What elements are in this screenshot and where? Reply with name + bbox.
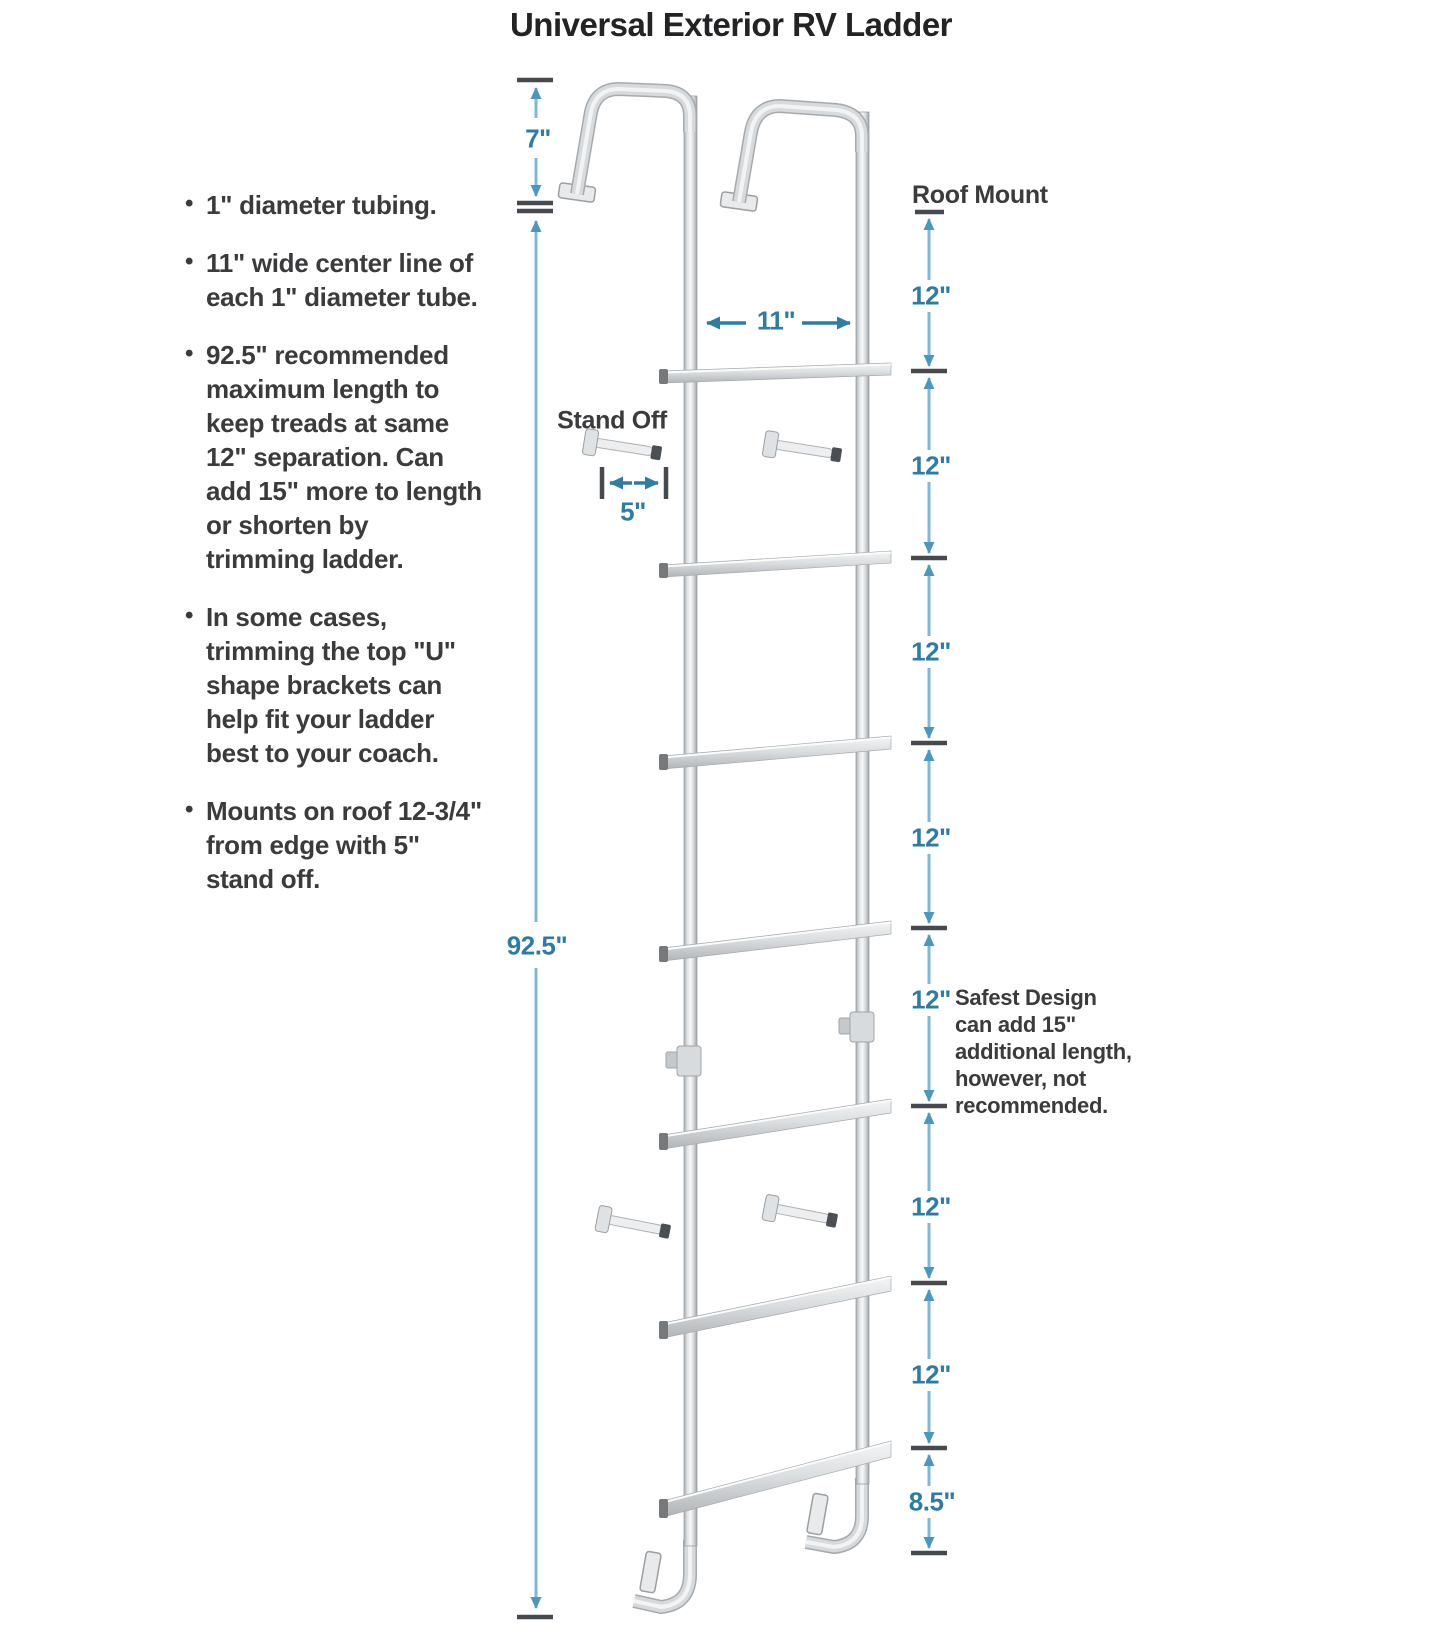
dim-label-92-5in: 92.5"	[503, 931, 571, 962]
roof-mount-label: Roof Mount	[912, 181, 1048, 209]
bullet-item: • 11" wide center line of each 1" diameter tube.	[183, 246, 483, 314]
dim-label-12in-2: 12"	[907, 451, 955, 482]
dimension-ticks	[517, 80, 947, 1617]
right-splice	[850, 1012, 874, 1042]
note-line: can add 15"	[955, 1012, 1076, 1037]
bullet-item: • 1" diameter tubing.	[183, 188, 483, 222]
dim-label-5in: 5"	[616, 497, 650, 528]
dim-label-12in-1: 12"	[907, 281, 955, 312]
bullet-item: • 92.5" recommended maximum length to keep treads at same 12" separation. Can add 15" more to length or shorten by trimming ladder.	[183, 338, 483, 576]
ladder-feet	[634, 1478, 862, 1607]
dim-label-12in-7: 12"	[907, 1360, 955, 1391]
note-line: recommended.	[955, 1093, 1108, 1118]
bullet-item: • In some cases, trimming the top "U" shape brackets can help fit your ladder best to your coach.	[183, 600, 483, 770]
standoff-lower-right	[762, 1194, 840, 1234]
page-title: Universal Exterior RV Ladder	[509, 6, 953, 43]
dim-label-12in-4: 12"	[907, 823, 955, 854]
horizontal-dimension-lines	[610, 323, 850, 483]
dim-label-8-5in: 8.5"	[905, 1487, 959, 1518]
left-foot-flange	[640, 1551, 662, 1593]
vertical-dimension-lines	[536, 88, 929, 1608]
dim-label-12in-3: 12"	[907, 637, 955, 668]
right-foot-flange	[807, 1493, 829, 1535]
dim-label-12in-5: 12"	[907, 985, 955, 1016]
right-rail	[856, 112, 869, 1484]
note-line: Safest Design	[955, 985, 1097, 1010]
left-splice-wing	[666, 1052, 678, 1068]
dim-label-7in: 7"	[521, 124, 555, 155]
bullet-item: • Mounts on roof 12-3/4" from edge with 5" stand off.	[183, 794, 483, 896]
safest-design-note	[955, 984, 1145, 1119]
note-line: however, not	[955, 1066, 1086, 1091]
right-splice-wing	[839, 1018, 851, 1034]
left-splice	[677, 1046, 701, 1076]
standoff-lower-left	[595, 1205, 673, 1245]
dim-label-12in-6: 12"	[907, 1192, 955, 1223]
feature-bullet-list	[183, 188, 483, 920]
stand-off-label: Stand Off	[557, 406, 667, 435]
dim-label-11in: 11"	[753, 306, 799, 337]
top-u-brackets	[558, 89, 862, 211]
note-line: additional length,	[955, 1039, 1132, 1064]
standoff-upper-right	[762, 430, 843, 468]
